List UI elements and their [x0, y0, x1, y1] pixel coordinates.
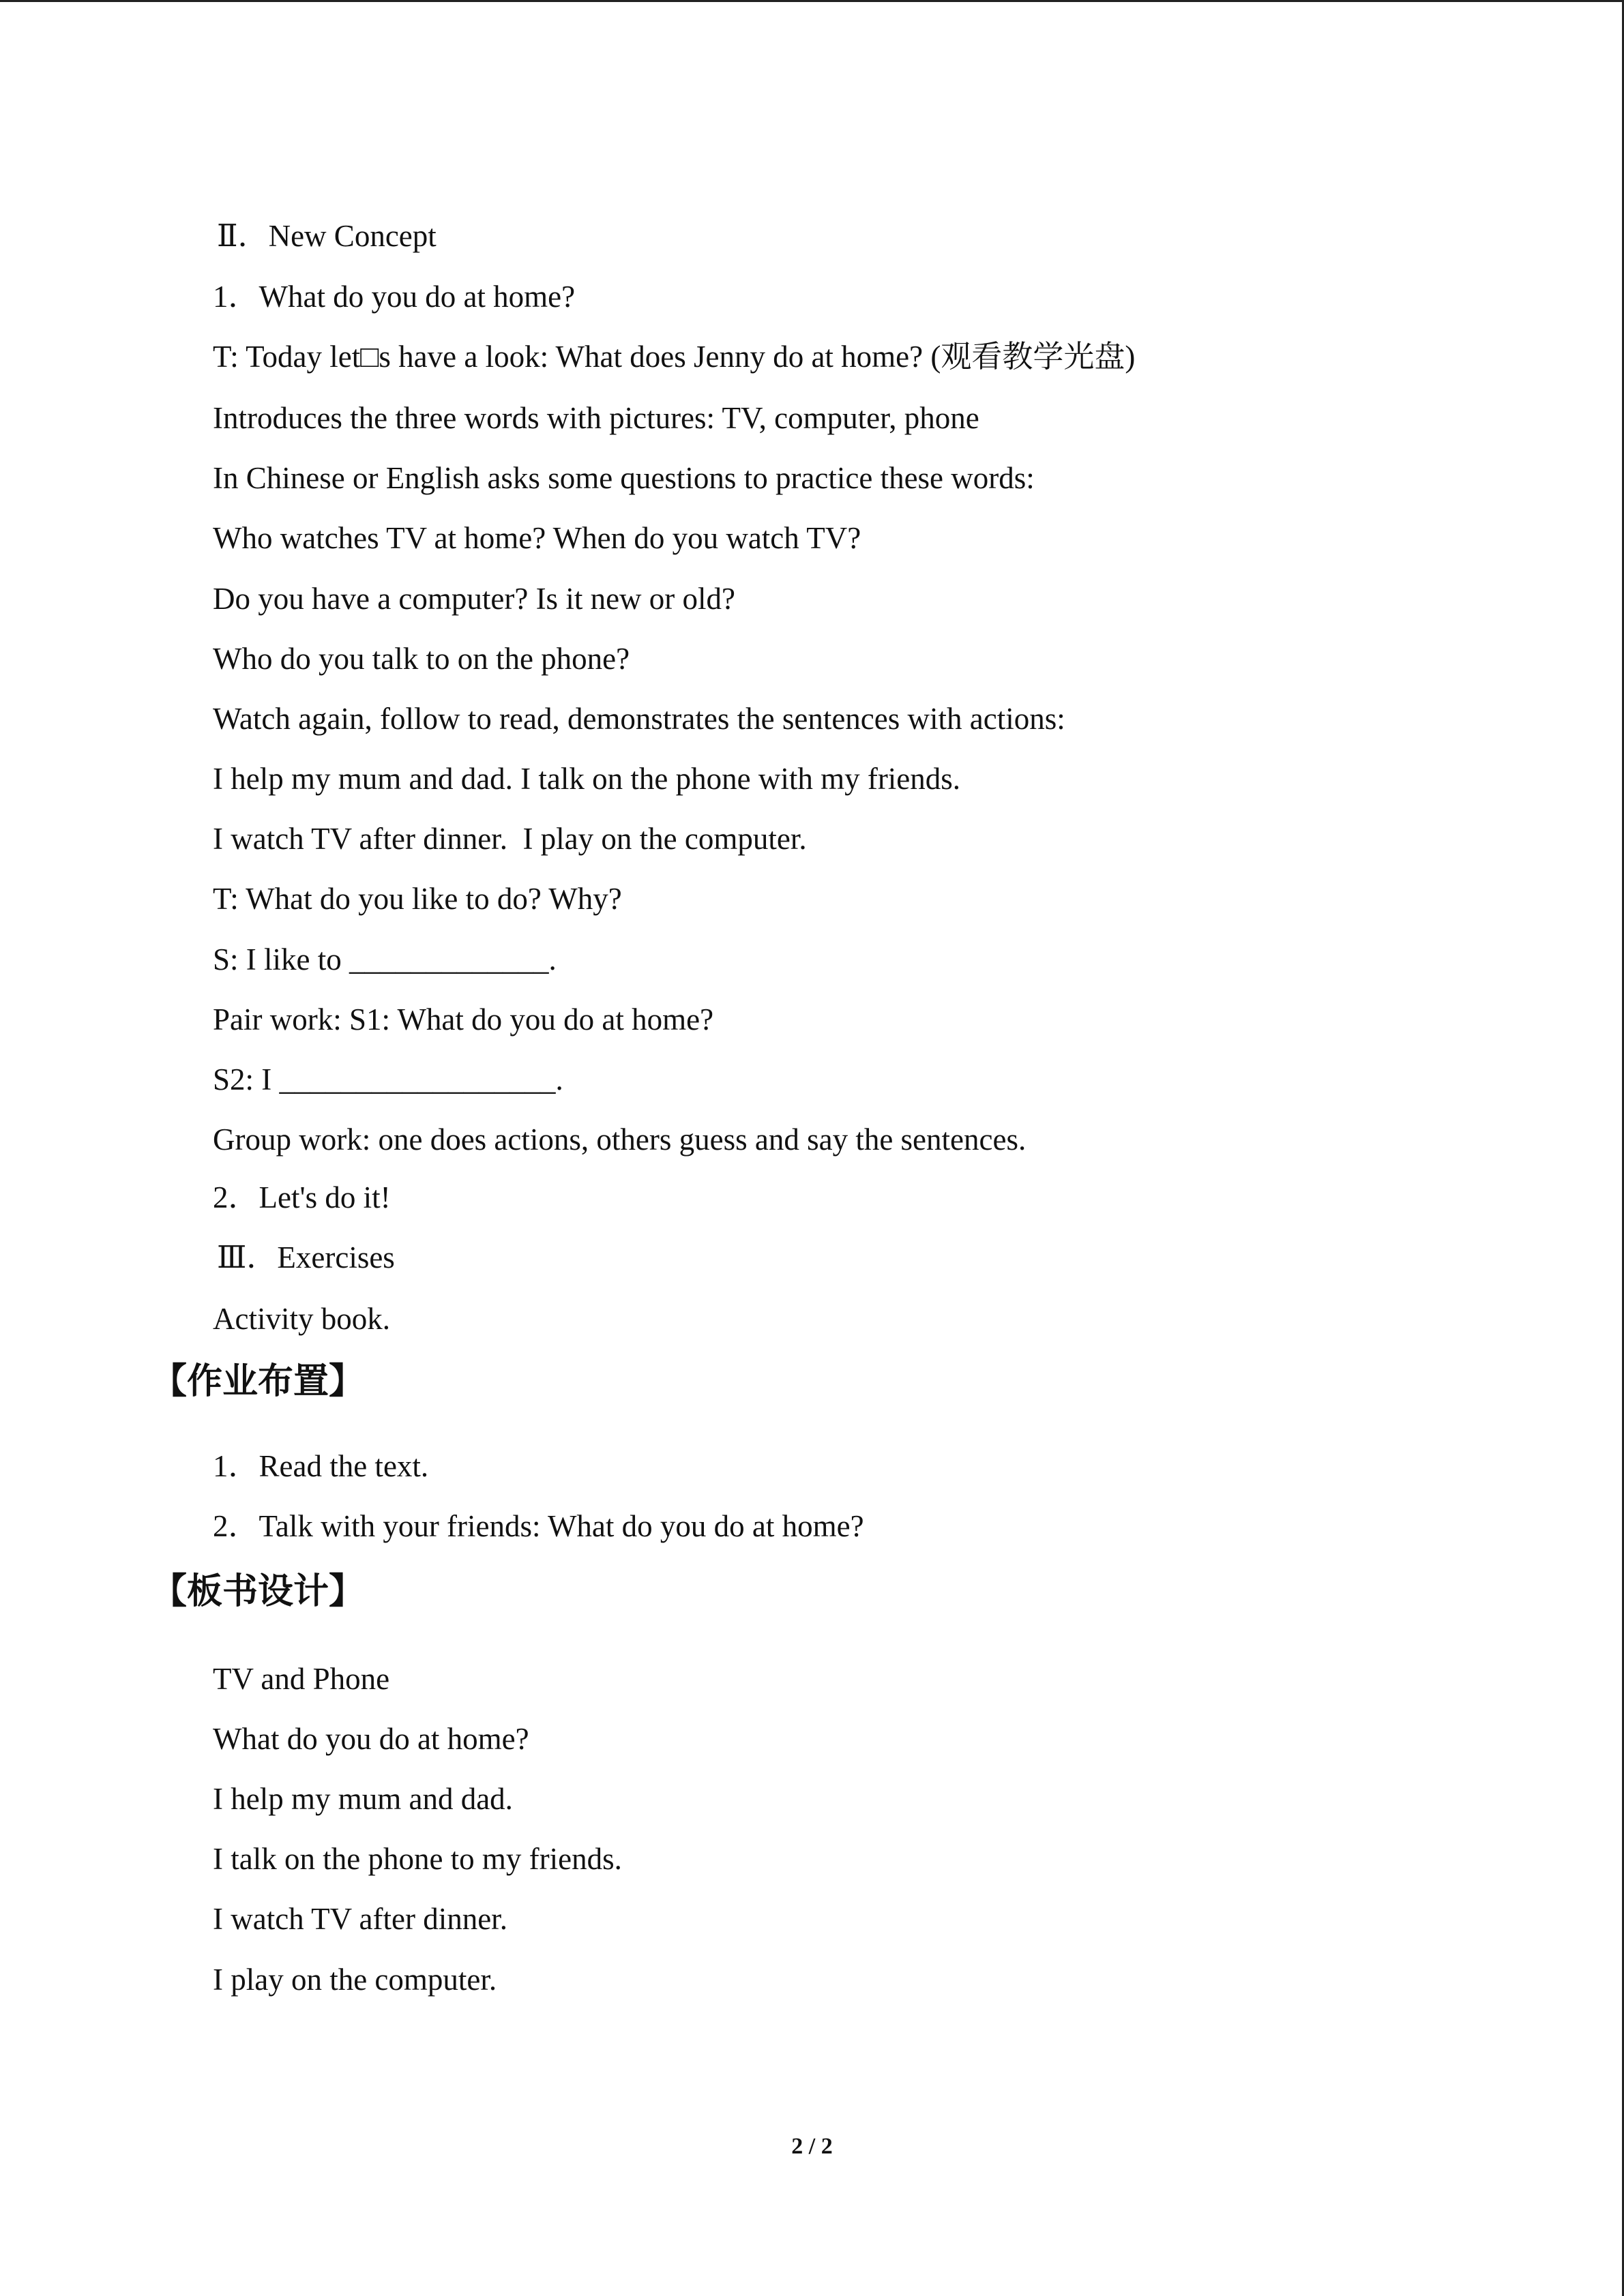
homework-heading: 【作业布置】	[151, 1361, 365, 1402]
text-line: Who do you talk to on the phone?	[213, 642, 630, 676]
text-line: S: I like to _____________.	[213, 942, 557, 976]
board-design-heading: 【板书设计】	[151, 1571, 365, 1612]
board-line: I play on the computer.	[213, 1963, 497, 1997]
board-line: I help my mum and dad.	[213, 1782, 513, 1816]
text-line: Activity book.	[213, 1302, 390, 1336]
text-line: Who watches TV at home? When do you watch TV?	[213, 521, 861, 555]
text-line: I help my mum and dad. I talk on the phone with my friends.	[213, 762, 961, 796]
board-line: I watch TV after dinner.	[213, 1902, 507, 1936]
item-1-title: 1．What do you do at home?	[213, 280, 576, 314]
text-line: T: What do you like to do? Why?	[213, 882, 622, 916]
item-2-title: 2．Let's do it!	[213, 1180, 391, 1214]
text-line: Pair work: S1: What do you do at home?	[213, 1002, 714, 1037]
text-line: T: Today let□s have a look: What does Jenny do at home? (观看教学光盘)	[213, 340, 1136, 374]
homework-item: 1．Read the text.	[213, 1449, 429, 1483]
page-number: 2 / 2	[791, 2134, 833, 2159]
section-title-new-concept: Ⅱ．New Concept	[217, 219, 437, 253]
text-line: Do you have a computer? Is it new or old?	[213, 582, 736, 616]
board-line: TV and Phone	[213, 1662, 390, 1696]
board-line: What do you do at home?	[213, 1722, 529, 1756]
text-line: In Chinese or English asks some questions to practice these words:	[213, 461, 1035, 495]
text-line: Group work: one does actions, others guess and say the sentences.	[213, 1122, 1027, 1157]
text-line: Watch again, follow to read, demonstrates the sentences with actions:	[213, 702, 1065, 736]
text-line: Introduces the three words with pictures: TV, computer, phone	[213, 401, 979, 435]
section-title-exercises: Ⅲ．Exercises	[217, 1240, 395, 1274]
text-line: S2: I __________________.	[213, 1062, 563, 1097]
text-line: I watch TV after dinner. I play on the computer.	[213, 822, 807, 856]
homework-item: 2．Talk with your friends: What do you do at home?	[213, 1509, 864, 1543]
board-line: I talk on the phone to my friends.	[213, 1842, 622, 1876]
